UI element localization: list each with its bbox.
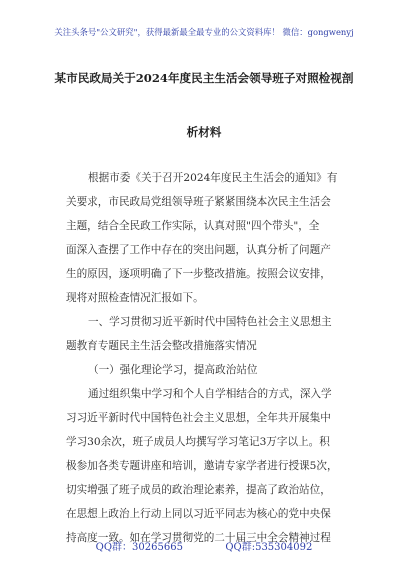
paragraph-line: 学习30余次，班子成员人均撰写学习笔记3万字以上。积 bbox=[66, 436, 330, 448]
footer-contact bbox=[0, 538, 408, 553]
subsection-heading: （一）强化理论学习，提高政治站位 bbox=[88, 364, 258, 376]
paragraph-line: 根据市委《关于召开2024年度民主生活会的通知》有 bbox=[88, 172, 338, 184]
section-heading-line: 题教育专题民主生活会整改措施落实情况 bbox=[66, 340, 257, 352]
paragraph-line: 在思想上政治上行动上同以习近平同志为核心的党中央保 bbox=[66, 508, 331, 520]
paragraph-line: 习习近平新时代中国特色社会主义思想，全年共开展集中 bbox=[66, 412, 331, 424]
section-heading-line: 一、学习贯彻习近平新时代中国特色社会主义思想主 bbox=[88, 316, 332, 328]
paragraph-line: 关要求，市民政局党组领导班子紧紧围绕本次民主生活会 bbox=[66, 196, 331, 208]
document-title-line-1: 某市民政局关于2024年度民主生活会领导班子对照检视剖 bbox=[54, 71, 354, 85]
footer-qq-group-1: QQ群：30265665 bbox=[95, 542, 183, 553]
paragraph-line: 持高度一致。如在学习贯彻党的二十届三中全会精神过程 bbox=[66, 532, 331, 544]
paragraph-line: 面深入查摆了工作中存在的突出问题，认真分析了问题产 bbox=[66, 244, 331, 256]
paragraph-line: 切实增强了班子成员的政治理论素养，提高了政治站位， bbox=[66, 484, 331, 496]
document-title-line-2: 析材料 bbox=[186, 125, 222, 139]
footer-qq-group-2: QQ群:535304092 bbox=[225, 542, 313, 553]
paragraph-line: 主题，结合全民政工作实际，认真对照"四个带头"，全 bbox=[66, 220, 320, 232]
paragraph-line: 现将对照检查情况汇报如下。 bbox=[66, 292, 204, 304]
paragraph-line: 通过组织集中学习和个人自学相结合的方式，深入学 bbox=[88, 388, 332, 400]
top-banner: 关注头条号"公文研究"，获得最新最全最专业的公文资料库！ 微信：gongwenyj bbox=[54, 27, 354, 37]
paragraph-line: 生的原因，逐项明确了下一步整改措施。按照会议安排， bbox=[66, 268, 331, 280]
paragraph-line: 极参加各类专题讲座和培训，邀请专家学者进行授课5次， bbox=[66, 460, 338, 472]
